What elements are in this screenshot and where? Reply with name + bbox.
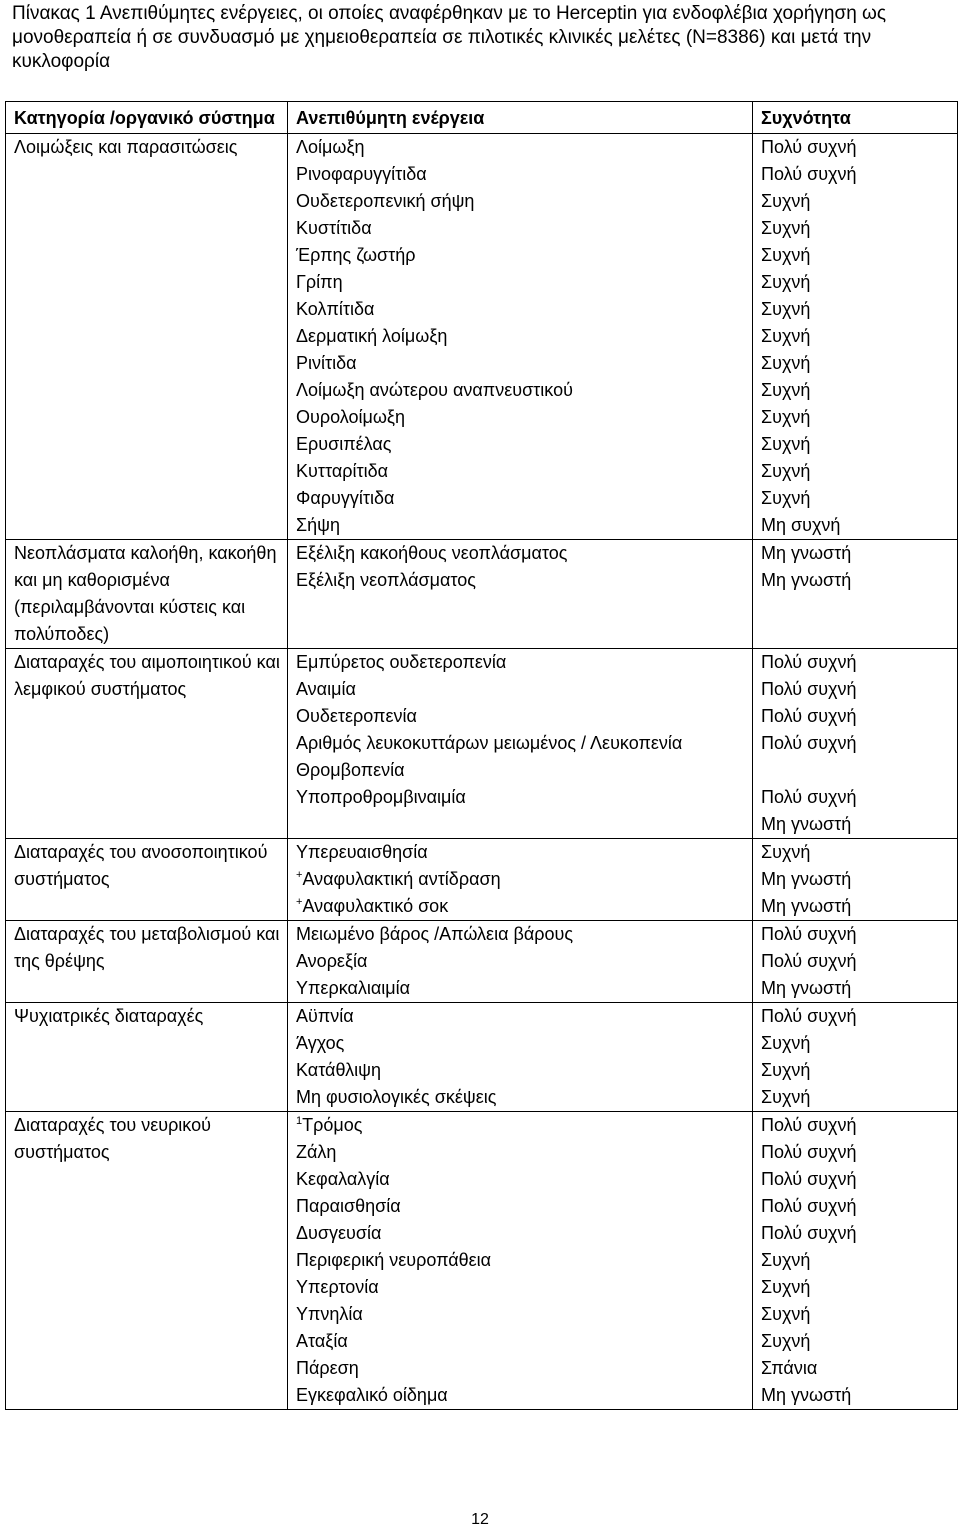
frequency-label: Μη γνωστή	[761, 1385, 852, 1405]
reaction-label: Λοίμωξη ανώτερου αναπνευστικού	[296, 380, 573, 400]
category-cell	[6, 839, 288, 921]
reaction-item	[296, 512, 746, 539]
reaction-label: Μη φυσιολογικές σκέψεις	[296, 1087, 497, 1107]
reaction-label: Ουδετεροπενική σήψη	[296, 191, 475, 211]
footnote-marker: 1	[296, 1115, 303, 1127]
reaction-label: Θρομβοπενία	[296, 760, 405, 780]
reaction-item	[296, 1139, 746, 1166]
frequency-label: Συχνή	[761, 1331, 811, 1351]
table-row	[6, 839, 958, 921]
reaction-item	[296, 1193, 746, 1220]
table-row	[6, 134, 958, 540]
reaction-label: Περιφερική νευροπάθεια	[296, 1250, 492, 1270]
table-row	[6, 540, 958, 649]
reaction-item	[296, 1382, 746, 1409]
reaction-label: Κυστίτιδα	[296, 218, 372, 238]
reaction-cell	[288, 134, 753, 540]
frequency-label: Πολύ συχνή	[761, 951, 857, 971]
frequency-label: Συχνή	[761, 272, 811, 292]
reaction-label: Σήψη	[296, 515, 340, 535]
category-label: Διαταραχές του αιμοποιητικού και λεμφικού συστήματος	[14, 652, 280, 699]
reaction-item	[296, 1084, 746, 1111]
reaction-label: Ζάλη	[296, 1142, 337, 1162]
reaction-label: Κολπίτιδα	[296, 299, 375, 319]
frequency-label: Πολύ συχνή	[761, 1115, 857, 1135]
reaction-item	[296, 567, 746, 594]
reaction-label: Κεφαλαλγία	[296, 1169, 390, 1189]
frequency-label: Πολύ συχνή	[761, 733, 857, 753]
table-body	[6, 134, 958, 1410]
category-label: Ψυχιατρικές διαταραχές	[14, 1006, 204, 1026]
reaction-item	[296, 784, 746, 811]
reaction-item	[296, 757, 746, 784]
reaction-label: Παραισθησία	[296, 1196, 401, 1216]
page-number: 12	[471, 1511, 489, 1528]
header-category: Κατηγορία /οργανικό σύστημα	[6, 102, 288, 134]
reaction-item	[296, 893, 746, 920]
reaction-label: Αριθμός λευκοκυττάρων μειωμένος / Λευκοπενία	[296, 733, 683, 753]
frequency-label: Συχνή	[761, 245, 811, 265]
reaction-label: Τρόμος	[302, 1115, 363, 1135]
category-label: Διαταραχές του νευρικού συστήματος	[14, 1115, 211, 1162]
frequency-label: Πολύ συχνή	[761, 1223, 857, 1243]
reaction-item	[296, 975, 746, 1002]
reaction-cell	[288, 921, 753, 1003]
reaction-item	[296, 1355, 746, 1382]
category-cell	[6, 1003, 288, 1112]
reaction-label: Εξέλιξη κακοήθους νεοπλάσματος	[296, 543, 568, 563]
reaction-item	[296, 458, 746, 485]
frequency-cell	[753, 649, 958, 839]
table-caption: Πίνακας 1 Ανεπιθύμητες ενέργειες, οι οποίες αναφέρθηκαν με το Herceptin για ενδοφλέβια χορήγηση ως μονοθεραπεία ή σε συνδυασμό με χημειοθεραπεία σε πιλοτικές κλινικές μελέτες (N=8386) και μετά την κυκλοφορία	[12, 3, 887, 72]
frequency-label: Συχνή	[761, 353, 811, 373]
frequency-label: Πολύ συχνή	[761, 706, 857, 726]
reaction-item	[296, 866, 746, 893]
frequency-label: Πολύ συχνή	[761, 787, 857, 807]
category-label: Νεοπλάσματα καλοήθη, κακοήθη και μη καθορισμένα (περιλαμβάνονται κύστεις και πολύποδες)	[14, 543, 277, 644]
category-cell	[6, 921, 288, 1003]
reaction-item	[296, 431, 746, 458]
reaction-label: Ουδετεροπενία	[296, 706, 417, 726]
reaction-label: Ουρολοίμωξη	[296, 407, 405, 427]
reaction-cell	[288, 649, 753, 839]
header-frequency: Συχνότητα	[753, 102, 958, 134]
frequency-cell	[753, 540, 958, 649]
reaction-item	[296, 242, 746, 269]
reaction-item	[296, 649, 746, 676]
reaction-label: Υπερτονία	[296, 1277, 379, 1297]
reaction-item	[296, 948, 746, 975]
frequency-label: Συχνή	[761, 1087, 811, 1107]
footnote-marker: +	[296, 896, 303, 908]
reaction-cell	[288, 1112, 753, 1410]
frequency-label: Πολύ συχνή	[761, 1142, 857, 1162]
reaction-label: Αϋπνία	[296, 1006, 354, 1026]
reaction-item	[296, 676, 746, 703]
table-row	[6, 1112, 958, 1410]
reaction-item	[296, 161, 746, 188]
frequency-label: Μη γνωστή	[761, 814, 852, 834]
reaction-label: Αταξία	[296, 1331, 348, 1351]
reaction-item	[296, 215, 746, 242]
frequency-label: Συχνή	[761, 191, 811, 211]
reaction-item	[296, 1057, 746, 1084]
reaction-item	[296, 1003, 746, 1030]
reaction-label: Πάρεση	[296, 1358, 359, 1378]
reaction-label: Εμπύρετος ουδετεροπενία	[296, 652, 507, 672]
footnote-marker: +	[296, 869, 303, 881]
reaction-item	[296, 1112, 746, 1139]
frequency-label: Πολύ συχνή	[761, 1006, 857, 1026]
reaction-label: Αναιμία	[296, 679, 356, 699]
frequency-label: Συχνή	[761, 218, 811, 238]
reaction-label: Γρίπη	[296, 272, 343, 292]
frequency-label: Συχνή	[761, 842, 811, 862]
category-label: Διαταραχές του μεταβολισμού και της θρέψης	[14, 924, 280, 971]
reaction-item	[296, 188, 746, 215]
reaction-cell	[288, 1003, 753, 1112]
frequency-label: Συχνή	[761, 407, 811, 427]
reaction-label: Κατάθλιψη	[296, 1060, 381, 1080]
reaction-item	[296, 134, 746, 161]
reaction-item	[296, 1274, 746, 1301]
reaction-label: Δερματική λοίμωξη	[296, 326, 448, 346]
frequency-cell	[753, 134, 958, 540]
frequency-label: Πολύ συχνή	[761, 679, 857, 699]
category-label: Λοιμώξεις και παρασιτώσεις	[14, 137, 238, 157]
reaction-item	[296, 703, 746, 730]
reaction-item	[296, 1301, 746, 1328]
reaction-label: Λοίμωξη	[296, 137, 365, 157]
reaction-label: Ρινίτιδα	[296, 353, 357, 373]
reaction-label: Άγχος	[296, 1033, 345, 1053]
reaction-item	[296, 350, 746, 377]
reaction-item	[296, 1247, 746, 1274]
reaction-label: Μειωμένο βάρος /Απώλεια βάρους	[296, 924, 574, 944]
reaction-item	[296, 921, 746, 948]
frequency-cell	[753, 921, 958, 1003]
reaction-label: Υπερκαλιαιμία	[296, 978, 411, 998]
frequency-label: Συχνή	[761, 1304, 811, 1324]
frequency-label: Μη γνωστή	[761, 896, 852, 916]
reaction-label: Έρπης ζωστήρ	[296, 245, 416, 265]
frequency-label: Πολύ συχνή	[761, 1169, 857, 1189]
reaction-label: Αναφυλακτικό σοκ	[302, 896, 449, 916]
frequency-label: Πολύ συχνή	[761, 1196, 857, 1216]
frequency-cell	[753, 839, 958, 921]
table-row	[6, 921, 958, 1003]
reaction-item	[296, 1220, 746, 1247]
reaction-item	[296, 540, 746, 567]
reaction-item	[296, 1030, 746, 1057]
frequency-cell	[753, 1003, 958, 1112]
frequency-label: Συχνή	[761, 1033, 811, 1053]
frequency-label: Συχνή	[761, 299, 811, 319]
adverse-reactions-table	[5, 101, 958, 1410]
frequency-label: Μη συχνή	[761, 515, 841, 535]
frequency-label: Συχνή	[761, 488, 811, 508]
reaction-item	[296, 1328, 746, 1355]
table-header-row	[6, 102, 958, 134]
reaction-label: Αναφυλακτική αντίδραση	[302, 869, 501, 889]
reaction-label: Κυτταρίτιδα	[296, 461, 388, 481]
frequency-label: Πολύ συχνή	[761, 652, 857, 672]
reaction-item	[296, 839, 746, 866]
frequency-label: Συχνή	[761, 1060, 811, 1080]
frequency-label: Συχνή	[761, 326, 811, 346]
category-cell	[6, 134, 288, 540]
header-reaction: Ανεπιθύμητη ενέργεια	[288, 102, 753, 134]
frequency-label: Μη γνωστή	[761, 570, 852, 590]
frequency-label: Σπάνια	[761, 1358, 818, 1378]
reaction-item	[296, 296, 746, 323]
reaction-label: Δυσγευσία	[296, 1223, 382, 1243]
category-cell	[6, 1112, 288, 1410]
reaction-item	[296, 404, 746, 431]
reaction-label: Υπερευαισθησία	[296, 842, 428, 862]
reaction-label: Υποπροθρομβιναιμία	[296, 787, 466, 807]
reaction-label: Φαρυγγίτιδα	[296, 488, 395, 508]
frequency-label: Μη γνωστή	[761, 869, 852, 889]
reaction-label: Εγκεφαλικό οίδημα	[296, 1385, 448, 1405]
table-row	[6, 649, 958, 839]
reaction-item	[296, 269, 746, 296]
frequency-label: Συχνή	[761, 1277, 811, 1297]
reaction-label: Υπνηλία	[296, 1304, 363, 1324]
frequency-label: Συχνή	[761, 380, 811, 400]
reaction-cell	[288, 839, 753, 921]
reaction-item	[296, 1166, 746, 1193]
reaction-label: Ρινοφαρυγγίτιδα	[296, 164, 427, 184]
reaction-item	[296, 323, 746, 350]
reaction-item	[296, 730, 746, 757]
reaction-label: Ερυσιπέλας	[296, 434, 392, 454]
category-cell	[6, 540, 288, 649]
reaction-label: Εξέλιξη νεοπλάσματος	[296, 570, 476, 590]
table-row	[6, 1003, 958, 1112]
reaction-cell	[288, 540, 753, 649]
frequency-label: Πολύ συχνή	[761, 924, 857, 944]
frequency-label: Μη γνωστή	[761, 543, 852, 563]
category-label: Διαταραχές του ανοσοποιητικού συστήματος	[14, 842, 268, 889]
frequency-label: Πολύ συχνή	[761, 164, 857, 184]
reaction-item	[296, 485, 746, 512]
frequency-label: Πολύ συχνή	[761, 137, 857, 157]
frequency-label: Συχνή	[761, 461, 811, 481]
frequency-label: Συχνή	[761, 1250, 811, 1270]
frequency-label: Συχνή	[761, 434, 811, 454]
frequency-label: Μη γνωστή	[761, 978, 852, 998]
reaction-label: Ανορεξία	[296, 951, 368, 971]
category-cell	[6, 649, 288, 839]
frequency-cell	[753, 1112, 958, 1410]
reaction-item	[296, 377, 746, 404]
